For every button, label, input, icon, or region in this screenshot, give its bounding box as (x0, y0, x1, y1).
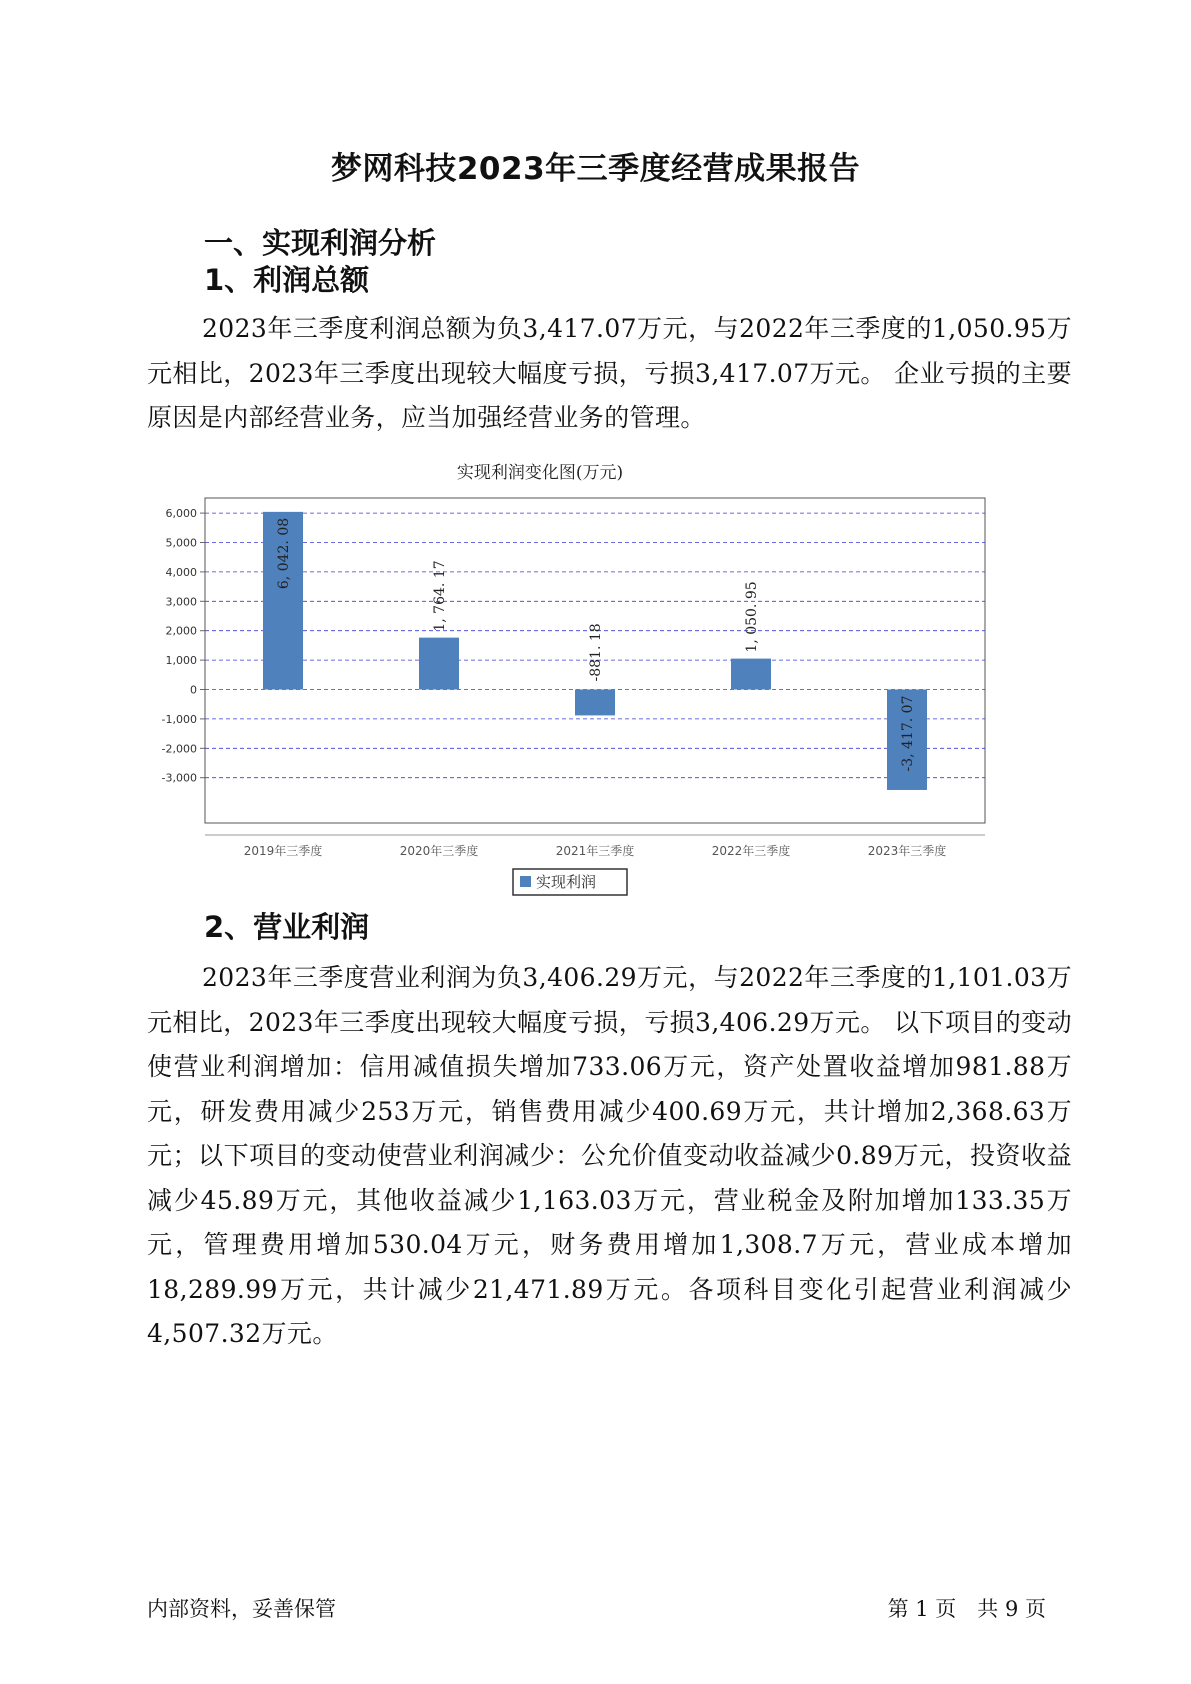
y-tick-label: 3,000 (165, 595, 197, 609)
y-tick-label: 2,000 (165, 624, 197, 638)
chart-canvas (150, 458, 1030, 940)
data-label: 6, 042. 08 (276, 517, 292, 590)
bar-2021年三季度 (575, 690, 615, 716)
section-heading-profit-analysis: 一、实现利润分析 (204, 226, 437, 260)
legend-label: 实现利润 (536, 873, 597, 891)
subsection-heading-operating-profit: 2、营业利润 (204, 910, 370, 944)
y-tick-label: -2,000 (161, 742, 197, 756)
data-label: 1, 050. 95 (744, 581, 760, 653)
subsection-heading-total-profit: 1、利润总额 (204, 263, 370, 297)
data-label: 1, 764. 17 (432, 560, 448, 632)
x-tick-label: 2021年三季度 (555, 844, 635, 858)
y-tick-label: 5,000 (165, 536, 197, 550)
chart-title: 实现利润变化图(万元) (456, 463, 624, 483)
footer-page-number: 第 1 页 共 9 页 (887, 1597, 1046, 1621)
x-tick-label: 2020年三季度 (399, 844, 479, 858)
y-tick-label: 6,000 (165, 507, 197, 521)
data-label: -881. 18 (588, 623, 604, 682)
bar-2020年三季度 (419, 638, 459, 690)
x-tick-label: 2019年三季度 (243, 844, 323, 858)
y-tick-label: 1,000 (165, 654, 197, 668)
y-tick-label: -1,000 (161, 712, 197, 726)
profit-bar-chart (150, 458, 1030, 940)
data-label: -3, 417. 07 (900, 695, 916, 772)
y-tick-label: -3,000 (161, 771, 197, 785)
bar-2022年三季度 (731, 659, 771, 690)
x-tick-label: 2022年三季度 (711, 844, 791, 858)
y-tick-label: 0 (190, 683, 197, 697)
legend-swatch (520, 876, 531, 887)
footer-confidential-note: 内部资料，妥善保管 (147, 1597, 336, 1621)
legend (513, 869, 627, 895)
x-tick-label: 2023年三季度 (867, 844, 947, 858)
total-profit-paragraph: 2023年三季度利润总额为负3,417.07万元，与2022年三季度的1,050.95万元相比，2023年三季度出现较大幅度亏损，亏损3,417.07万元。 企业亏损的主要原因是内部经营业务，应当加强经营业务的管理。 (147, 314, 1072, 432)
y-tick-label: 4,000 (165, 565, 197, 579)
document-title: 梦网科技2023年三季度经营成果报告 (330, 151, 861, 187)
operating-profit-paragraph: 2023年三季度营业利润为负3,406.29万元，与2022年三季度的1,101.03万元相比，2023年三季度出现较大幅度亏损，亏损3,406.29万元。 以下项目的变动使营业利润增加：信用减值损失增加733.06万元，资产处置收益增加981.88万元，研发费用减少253万元，销售费用减少400.69万元，共计增加2,368.63万元；以下项目的变动使营业利润减少：公允价值变动收益减少0.89万元，投资收益减少45.89万元，其他收益减少1,163.03万元，营业税金及附加增加133.35万元，管理费用增加530.04万元，财务费用增加1,308.7万元，营业成本增加18,289.99万元，共计减少21,471.89万元。各项科目变化引起营业利润减少4,507.32万元。 (147, 963, 1072, 1348)
